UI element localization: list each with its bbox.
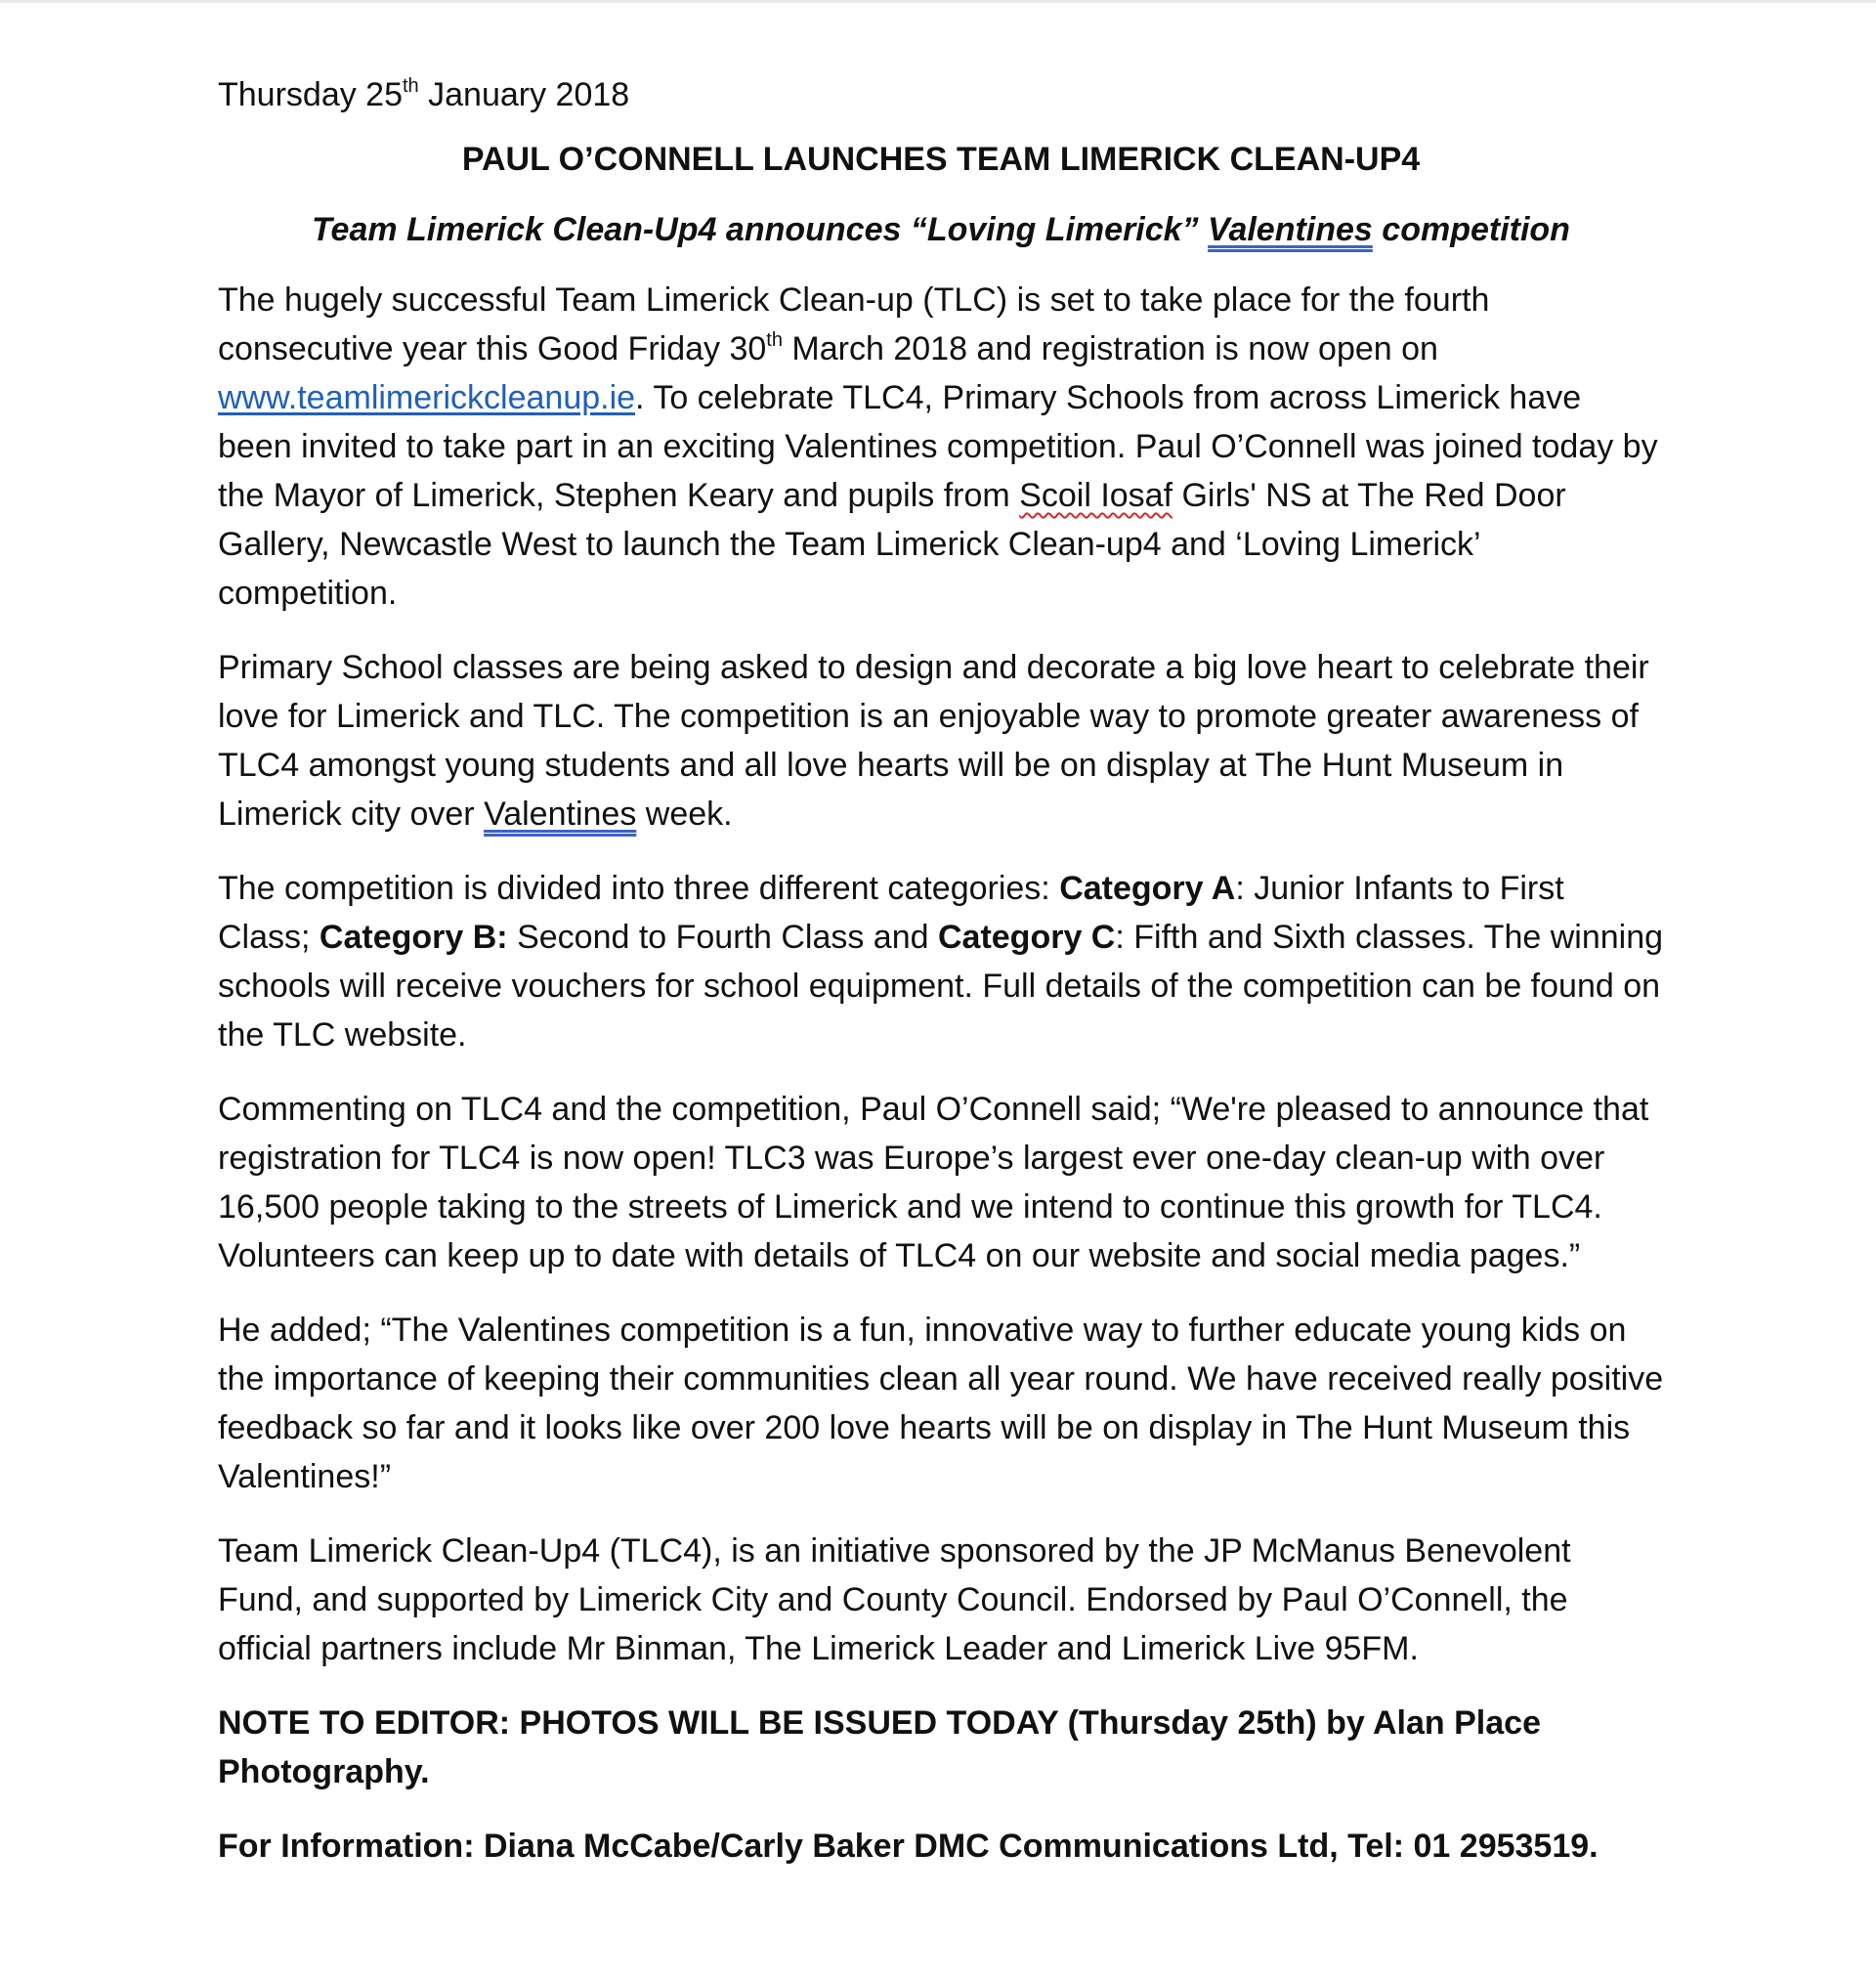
paragraph-text: Girls' NS at The Red Door Gallery, Newcastle West to launch the Team Limerick Clean-up4 and ‘Loving Limerick’ competition.: [218, 477, 1566, 612]
paragraph-categories: [218, 864, 1664, 1059]
paragraph-text: . To celebrate TLC4, Primary Schools from across Limerick have been invited to take part in an exciting Valentines competition. Paul O’Connell was joined today by the Mayor of Limerick, Stephen Keary and pupils from: [218, 379, 1658, 514]
paragraph-competition: [218, 643, 1664, 839]
website-link[interactable]: www.teamlimerickcleanup.ie: [218, 379, 636, 416]
paragraph-text: Second to Fourth Class and: [507, 919, 938, 956]
top-border: [0, 0, 1876, 3]
paragraph-text: week.: [636, 796, 733, 833]
paragraph-added-quote: He added; “The Valentines competition is a fun, innovative way to further educate young kids on the importance of keeping their communities clean all year round. We have received really positive feedback so far and it looks like over 200 love hearts will be on display in The Hunt Museum this Valentines!”: [218, 1312, 1664, 1495]
press-release-date: [218, 70, 1664, 119]
paragraph-text: : Junior Infants to First Class;: [218, 870, 1564, 956]
contact-information: For Information: Diana McCabe/Carly Baker DMC Communications Ltd, Tel: 01 2953519.: [218, 1828, 1599, 1865]
paragraph-text: Primary School classes are being asked to design and decorate a big love heart to celebrate their love for Limerick and TLC. The competition is an enjoyable way to promote greater awareness of TLC4 amongst young students and all love hearts will be on display at The Hunt Museum in Limerick city over: [218, 649, 1649, 833]
note-to-editor: NOTE TO EDITOR: PHOTOS WILL BE ISSUED TODAY (Thursday 25th) by Alan Place Photography.: [218, 1704, 1541, 1790]
date-text: Thursday 25: [218, 76, 403, 113]
paragraph-quote: Commenting on TLC4 and the competition, Paul O’Connell said; “We're pleased to announce that registration for TLC4 is now open! TLC3 was Europe’s largest ever one-day clean-up with over 16,500 people taking to the streets of Limerick and we intend to continue this growth for TLC4. Volunteers can keep up to date with details of TLC4 on our website and social media pages.”: [218, 1091, 1649, 1274]
spelling-flag-scoil-iosaf[interactable]: Scoil Iosaf: [1019, 477, 1173, 514]
paragraph-text: The hugely successful Team Limerick Clean-up (TLC) is set to take place for the fourth consecutive year this Good Friday 30: [218, 281, 1490, 367]
document-page: [218, 70, 1664, 1896]
paragraph-text: March 2018 and registration is now open on: [782, 330, 1438, 367]
category-c-label: Category C: [937, 919, 1116, 956]
subheadline: [218, 205, 1664, 254]
headline: PAUL O’CONNELL LAUNCHES TEAM LIMERICK CLEAN-UP4: [461, 141, 1421, 178]
grammar-flag-valentines-2[interactable]: Valentines: [484, 796, 637, 833]
superscript: th: [766, 329, 783, 351]
paragraph-sponsors: Team Limerick Clean-Up4 (TLC4), is an initiative sponsored by the JP McManus Benevolent Fund, and supported by Limerick City and County Council. Endorsed by Paul O’Connell, the official partners include Mr Binman, The Limerick Leader and Limerick Live 95FM.: [218, 1532, 1571, 1667]
category-b-label: Category B:: [319, 919, 508, 956]
paragraph-text: The competition is divided into three different categories:: [218, 870, 1060, 907]
paragraph-intro: [218, 276, 1664, 618]
grammar-flag-valentines[interactable]: Valentines: [1208, 211, 1373, 248]
date-text-suffix: January 2018: [418, 76, 630, 113]
subheadline-text-end: competition: [1372, 211, 1570, 248]
date-superscript: th: [403, 75, 419, 97]
category-a-label: Category A: [1059, 870, 1236, 907]
paragraph-text: : Fifth and Sixth classes. The winning schools will receive vouchers for school equipment. Full details of the competition can be found on the TLC website.: [218, 919, 1664, 1054]
subheadline-text: Team Limerick Clean-Up4 announces “Loving Limerick”: [312, 211, 1209, 248]
